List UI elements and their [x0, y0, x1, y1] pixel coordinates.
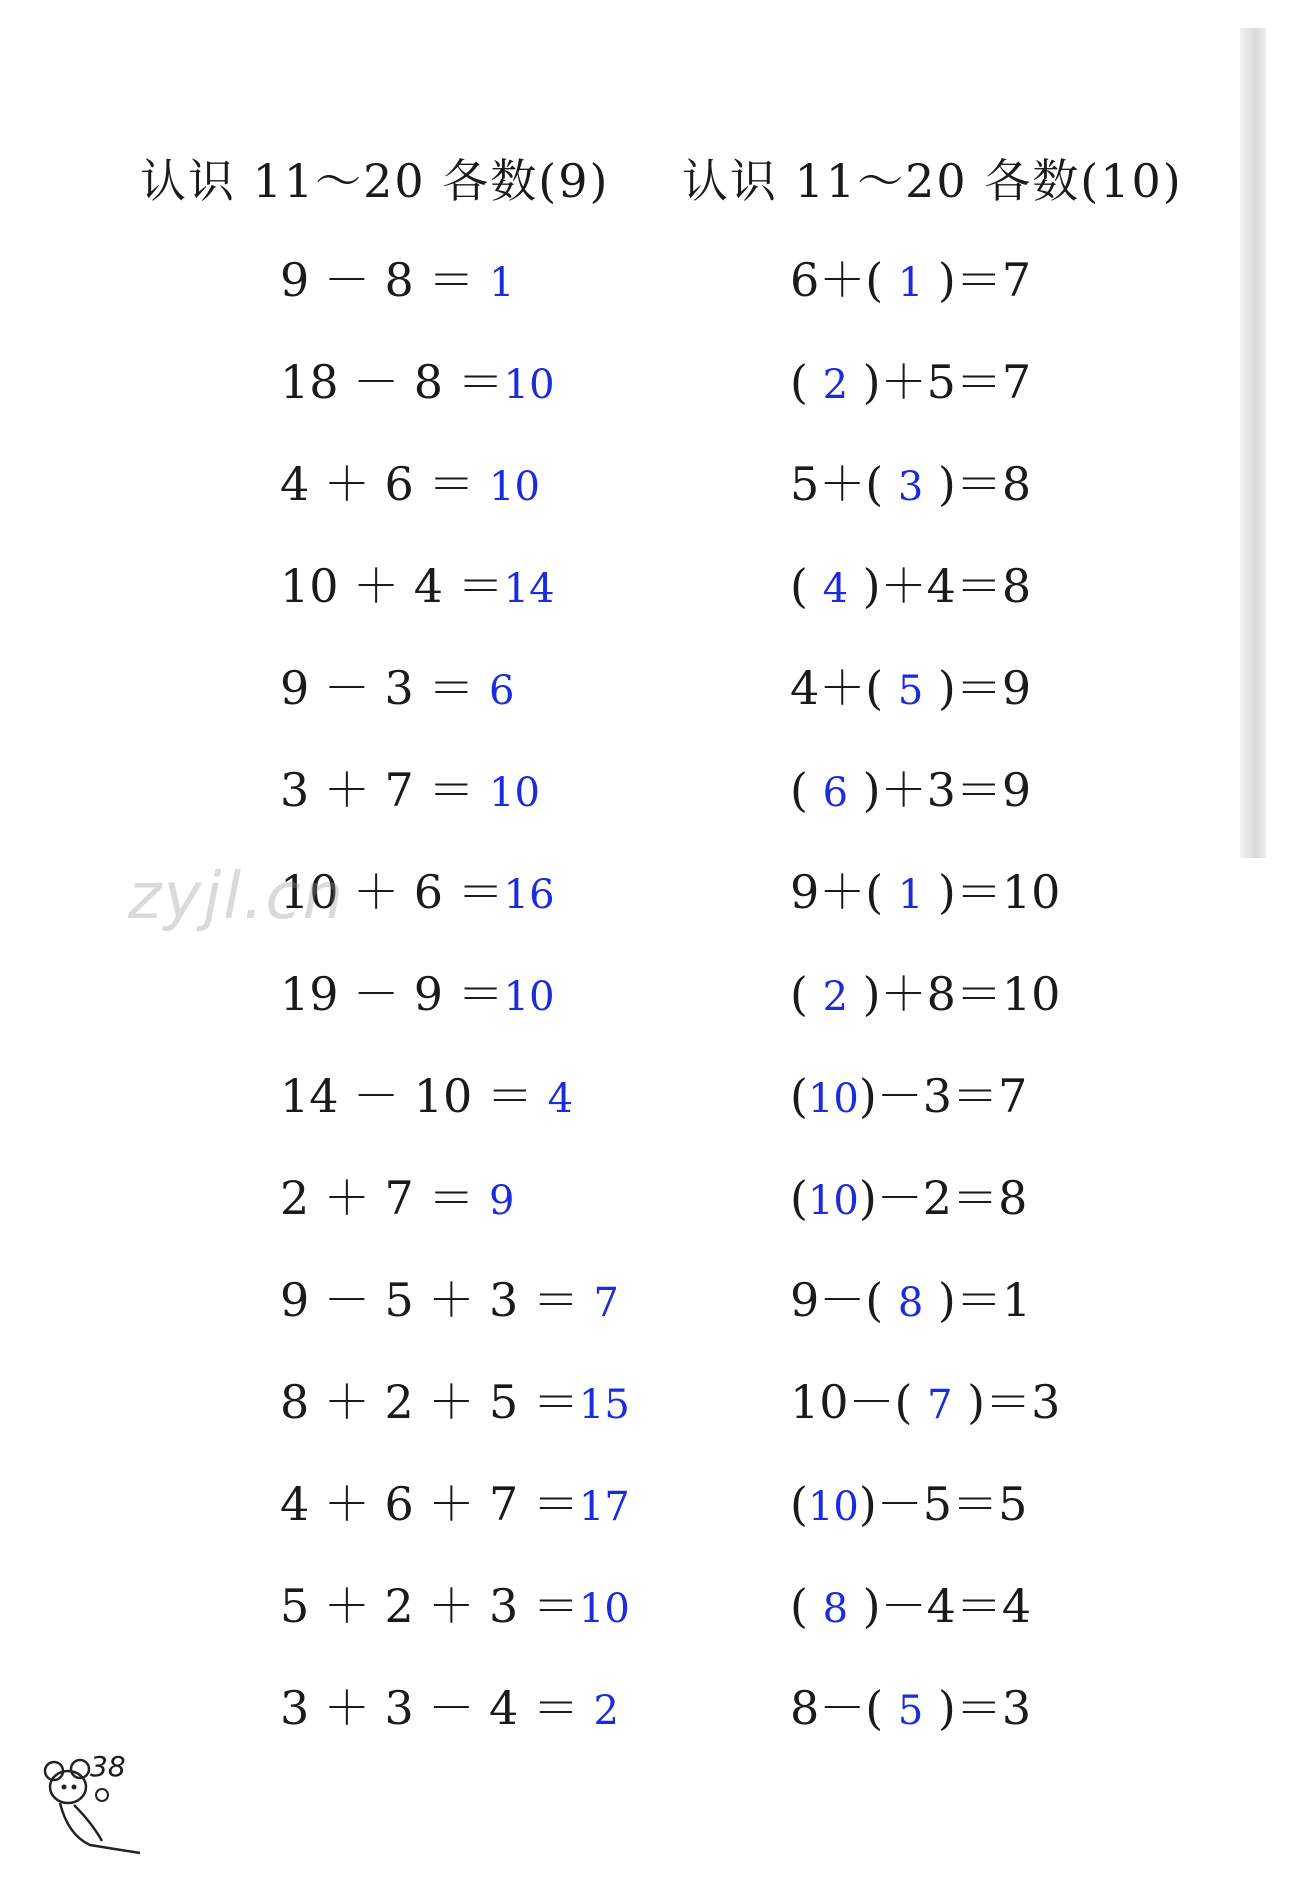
equation-answer: 1 — [489, 260, 515, 306]
equation-suffix: )＝3 — [952, 1375, 1061, 1429]
equation-suffix: )＋8＝10 — [848, 967, 1061, 1021]
equation-answer: 15 — [578, 1382, 630, 1428]
equation-question: 3 ＋ 7 ＝ — [280, 763, 490, 817]
page-number: 38 — [90, 1750, 126, 1783]
equation-answer: 4 — [547, 1076, 574, 1122]
equation-answer: 4 — [822, 566, 849, 612]
equation-answer: 3 — [897, 464, 924, 510]
equation-answer: 16 — [503, 872, 555, 918]
equation-answer: 10 — [807, 1076, 859, 1122]
equation-answer: 10 — [489, 464, 540, 510]
equation-prefix: ( — [790, 763, 823, 817]
equation-answer: 17 — [578, 1484, 630, 1530]
equation-answer: 7 — [593, 1280, 619, 1326]
equation-row — [280, 760, 630, 862]
equation-suffix: )＝10 — [923, 865, 1061, 919]
equation-row — [790, 454, 1060, 556]
equation-prefix: 6＋( — [790, 253, 898, 307]
equation-question: 8 ＋ 2 ＋ 5 ＝ — [280, 1375, 579, 1429]
equation-suffix: )＋3＝9 — [848, 763, 1032, 817]
equation-answer: 10 — [578, 1586, 630, 1632]
equation-answer: 1 — [897, 872, 924, 918]
equation-row — [280, 454, 630, 556]
right-equation-column — [790, 250, 1060, 1780]
equation-answer: 10 — [489, 770, 540, 816]
equation-row — [280, 1474, 630, 1576]
equation-row — [790, 1474, 1060, 1576]
equation-answer: 2 — [822, 974, 849, 1020]
equation-prefix: ( — [790, 1579, 823, 1633]
equation-answer: 9 — [489, 1178, 515, 1224]
equation-answer: 7 — [927, 1382, 953, 1428]
equation-row — [280, 1270, 630, 1372]
equation-suffix: )＝9 — [923, 661, 1032, 715]
equation-row — [790, 760, 1060, 862]
equation-row — [790, 1168, 1060, 1270]
equation-answer: 2 — [593, 1688, 619, 1734]
left-equation-column — [280, 250, 630, 1780]
equation-row — [790, 1372, 1060, 1474]
equation-prefix: ( — [790, 1069, 808, 1123]
equation-row — [280, 556, 630, 658]
equation-question: 4 ＋ 6 ＋ 7 ＝ — [280, 1477, 579, 1531]
equation-prefix: ( — [790, 1171, 808, 1225]
equation-prefix: ( — [790, 559, 823, 613]
equation-answer: 8 — [897, 1280, 924, 1326]
equation-row — [790, 352, 1060, 454]
equation-answer: 10 — [807, 1484, 859, 1530]
equation-question: 10 ＋ 4 ＝ — [280, 559, 504, 613]
equation-row — [790, 658, 1060, 760]
equation-prefix: 10－( — [790, 1375, 928, 1429]
equation-answer: 5 — [897, 668, 924, 714]
equation-answer: 10 — [807, 1178, 859, 1224]
equation-suffix: )＋5＝7 — [848, 355, 1032, 409]
equation-question: 10 ＋ 6 ＝ — [280, 865, 504, 919]
page-edge-shadow — [1240, 28, 1266, 858]
equation-row — [790, 1576, 1060, 1678]
equation-answer: 2 — [822, 362, 849, 408]
equation-answer: 14 — [503, 566, 555, 612]
equation-row — [280, 1168, 630, 1270]
equation-suffix: )＝3 — [923, 1681, 1032, 1735]
equation-row — [790, 1678, 1060, 1780]
equation-row — [790, 250, 1060, 352]
equation-prefix: ( — [790, 1477, 808, 1531]
equation-answer: 6 — [489, 668, 515, 714]
equation-suffix: )－2＝8 — [858, 1171, 1028, 1225]
equation-answer: 5 — [897, 1688, 924, 1734]
equation-question: 9 － 8 ＝ — [280, 253, 490, 307]
equation-suffix: )－5＝5 — [858, 1477, 1028, 1531]
equation-answer: 8 — [822, 1586, 849, 1632]
equation-suffix: )＝7 — [923, 253, 1032, 307]
equation-prefix: 4＋( — [790, 661, 898, 715]
equation-prefix: ( — [790, 355, 823, 409]
equation-row — [790, 964, 1060, 1066]
equation-row — [790, 1270, 1060, 1372]
equation-question: 14 － 10 ＝ — [280, 1069, 548, 1123]
equation-suffix: )＝8 — [923, 457, 1032, 511]
equation-row — [280, 1372, 630, 1474]
equation-prefix: 9－( — [790, 1273, 898, 1327]
equation-row — [280, 658, 630, 760]
equation-row — [280, 1576, 630, 1678]
equation-row — [790, 556, 1060, 658]
equation-prefix: 5＋( — [790, 457, 898, 511]
equation-row — [790, 1066, 1060, 1168]
equation-answer: 10 — [503, 974, 555, 1020]
equation-question: 9 － 5 ＋ 3 ＝ — [280, 1273, 594, 1327]
equation-prefix: ( — [790, 967, 823, 1021]
equation-suffix: )－4＝4 — [848, 1579, 1032, 1633]
section-title-right: 认识 11～20 各数(10) — [682, 154, 1183, 208]
equation-question: 3 ＋ 3 － 4 ＝ — [280, 1681, 594, 1735]
watermark: zyjl.cn — [128, 860, 346, 934]
equation-suffix: )＝1 — [923, 1273, 1032, 1327]
equation-prefix: 9＋( — [790, 865, 898, 919]
equation-suffix: )－3＝7 — [858, 1069, 1028, 1123]
equation-answer: 1 — [897, 260, 924, 306]
equation-suffix: )＋4＝8 — [848, 559, 1032, 613]
equation-question: 4 ＋ 6 ＝ — [280, 457, 490, 511]
equation-row — [280, 250, 630, 352]
equation-question: 18 － 8 ＝ — [280, 355, 504, 409]
equation-answer: 10 — [503, 362, 555, 408]
equation-row — [280, 1066, 630, 1168]
equation-question: 19 － 9 ＝ — [280, 967, 504, 1021]
equation-row — [790, 862, 1060, 964]
equation-row — [280, 352, 630, 454]
equation-row — [280, 1678, 630, 1780]
equation-question: 2 ＋ 7 ＝ — [280, 1171, 490, 1225]
equation-row — [280, 964, 630, 1066]
equation-question: 5 ＋ 2 ＋ 3 ＝ — [280, 1579, 579, 1633]
equation-prefix: 8－( — [790, 1681, 898, 1735]
section-title-left: 认识 11～20 各数(9) — [140, 154, 610, 208]
equation-question: 9 － 3 ＝ — [280, 661, 490, 715]
equation-answer: 6 — [822, 770, 849, 816]
